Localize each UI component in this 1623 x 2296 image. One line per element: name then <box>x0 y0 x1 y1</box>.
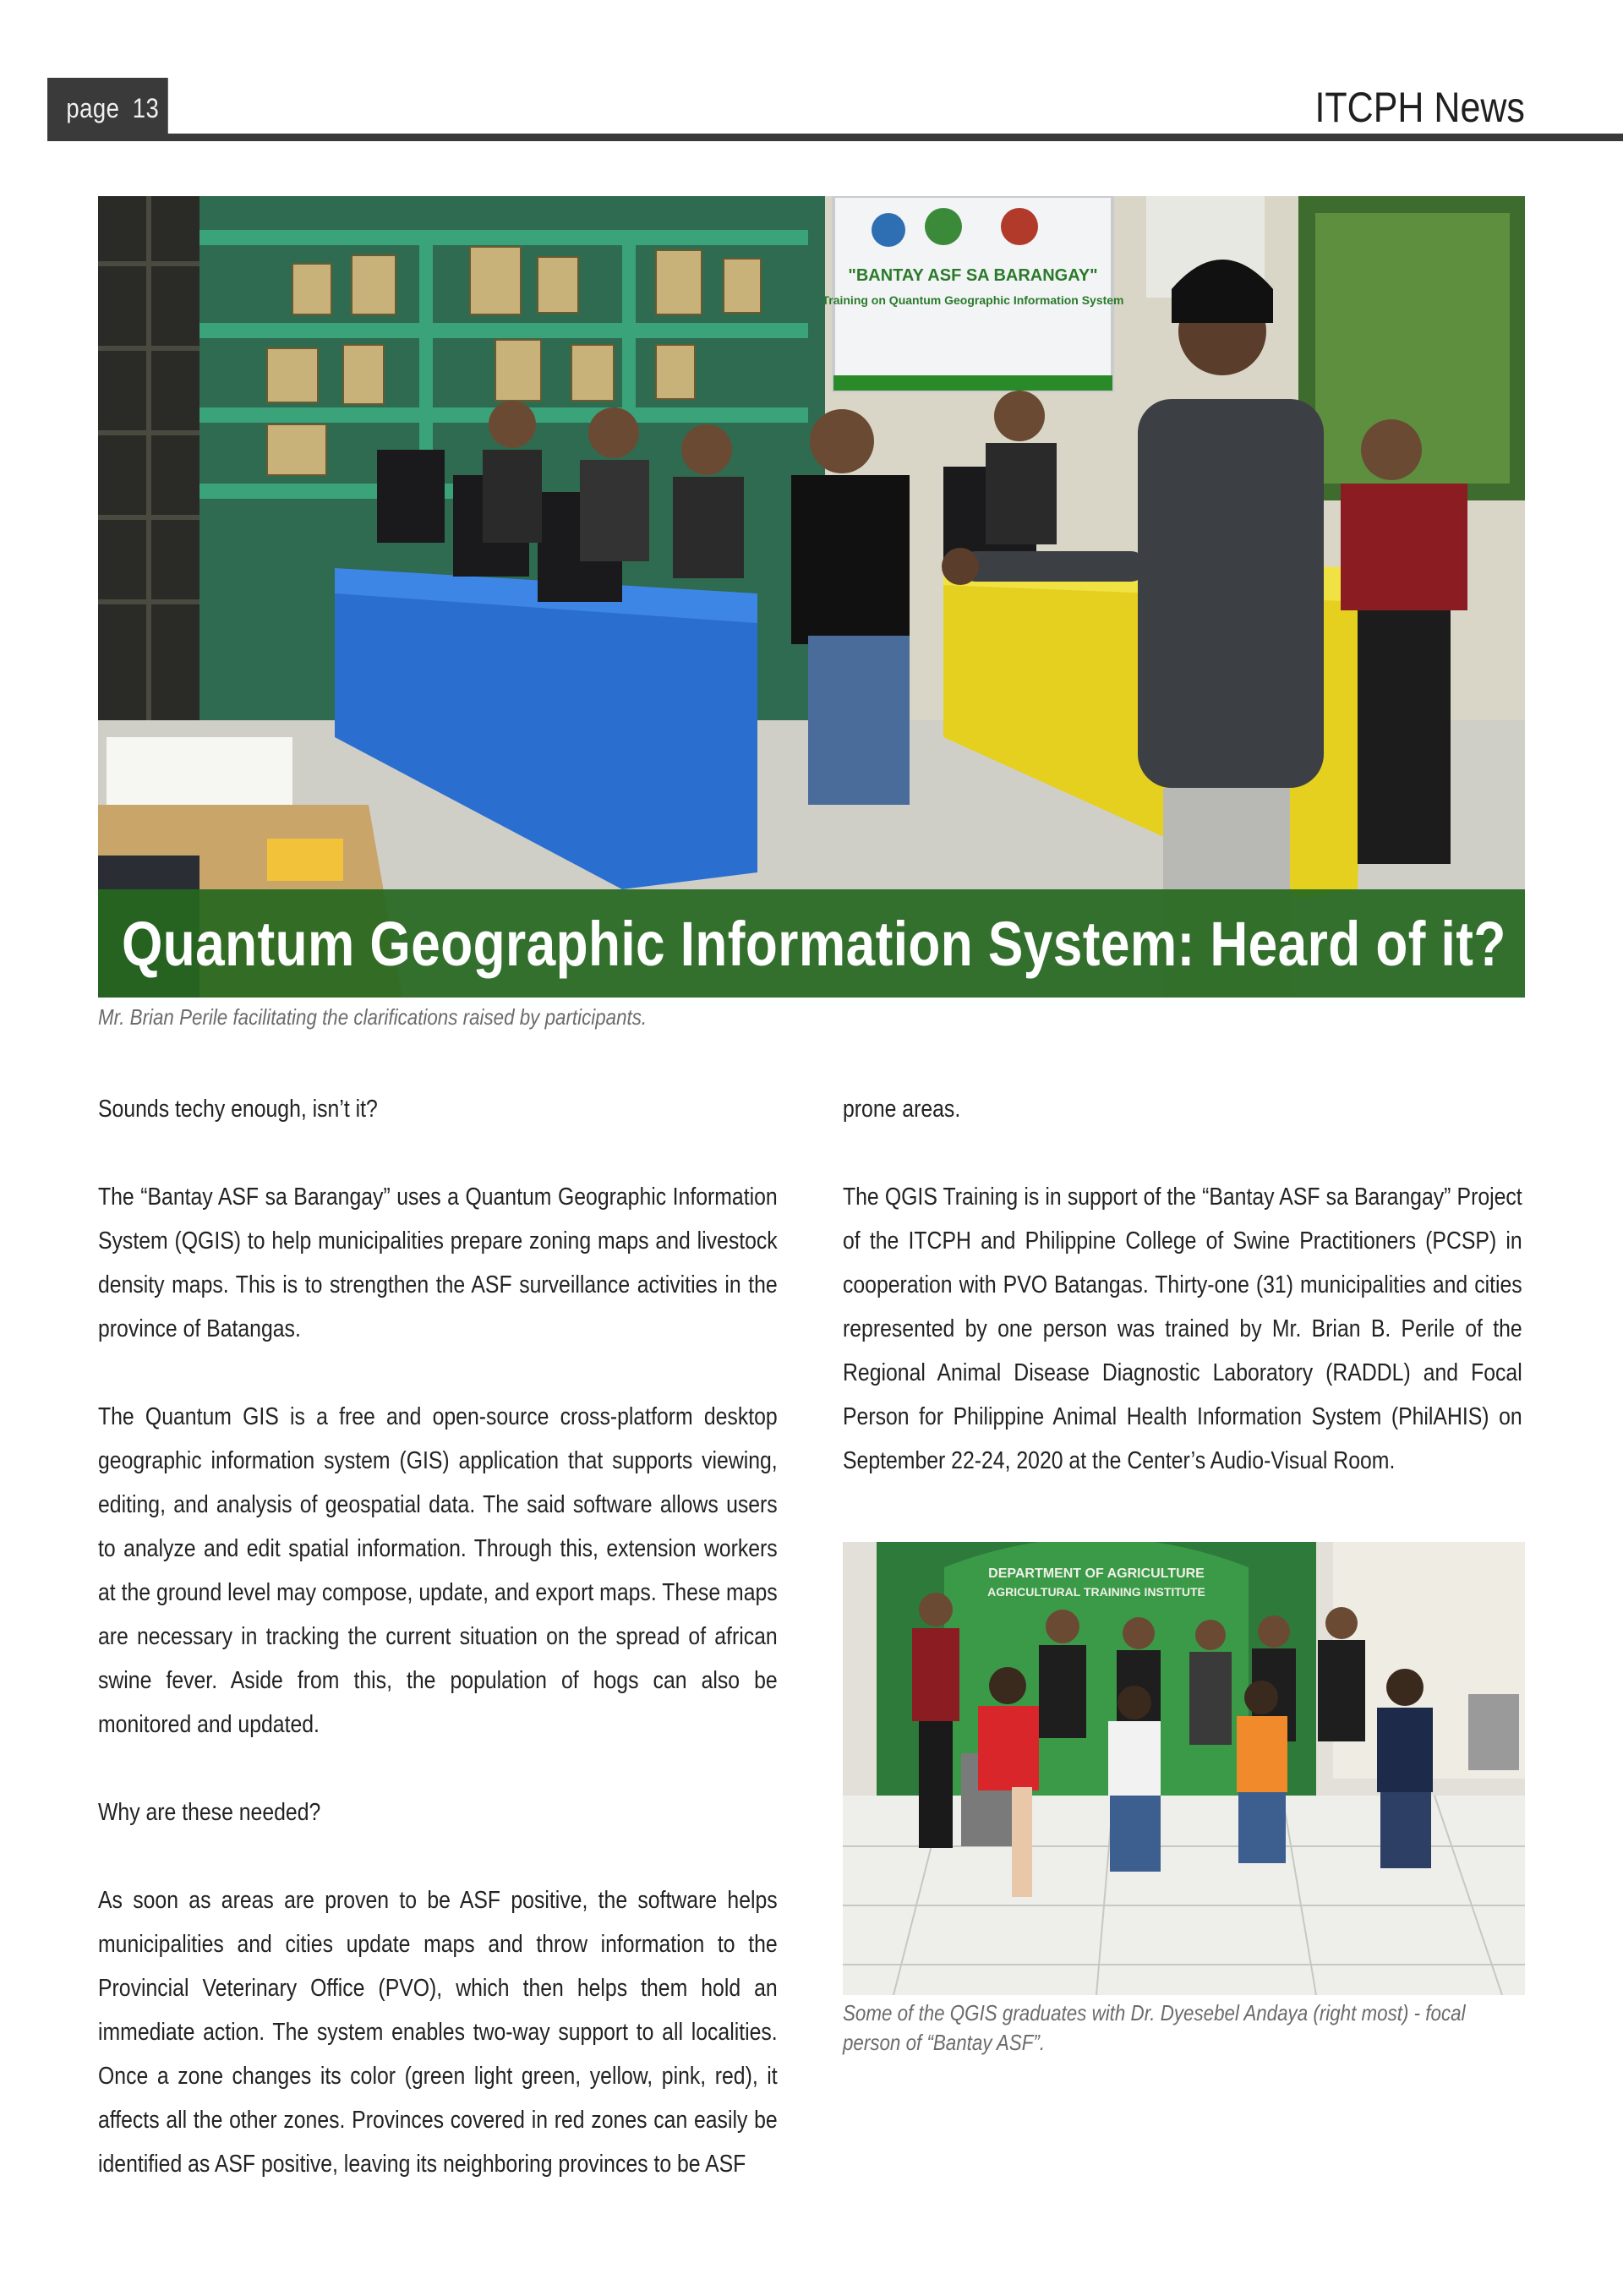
page-number: 13 <box>132 92 160 123</box>
graduates-group-illustration <box>843 1542 1525 1995</box>
banner-subtitle-text: Training on Quantum Geographic Information System <box>822 293 1124 307</box>
banner-title-text: "BANTAY ASF SA BARANGAY" <box>848 266 1098 285</box>
paragraph: The Quantum GIS is a free and open-source cross-platform desktop geographic information system (GIS) application that supports viewing, editing, and analysis of geospatial data. The said software allows users to analyze and edit spatial information. Through this, extension workers at the ground level may compose, update, and export maps. These maps are necessary in tracking the current situation on the spread of african swine fever. Aside from this, the population of hogs can also be monitored and updated. <box>98 1403 778 1738</box>
training-room-illustration <box>98 196 1525 998</box>
paragraph: Sounds techy enough, isn’t it? <box>98 1096 378 1123</box>
hero-photo-caption: Mr. Brian Perile facilitating the clarifications raised by participants. <box>98 1004 648 1030</box>
wall-sign-line1: DEPARTMENT OF AGRICULTURE <box>988 1566 1205 1581</box>
group-photo <box>843 1542 1525 1995</box>
article-column-right <box>843 1087 1522 1527</box>
article-headline: Quantum Geographic Information System: Heard of it? <box>122 908 1506 979</box>
paragraph: The QGIS Training is in support of the “Bantay ASF sa Barangay” Project of the ITCPH and Philippine College of Swine Practitioners (PCSP) in cooperation with PVO Batangas. Thirty-one (31) municipalities and cities represented by one person was trained by Mr. Brian B. Perile of the Regional Animal Disease Diagnostic Laboratory (RADDL) and Focal Person for Philippine Animal Health Information System (PhilAHIS) on September 22-24, 2020 at the Center’s Audio-Visual Room. <box>843 1184 1522 1474</box>
paragraph: The “Bantay ASF sa Barangay” uses a Quantum Geographic Information System (QGIS) to help municipalities prepare zoning maps and livestock density maps. This is to strengthen the ASF surveillance activities in the province of Batangas. <box>98 1184 778 1342</box>
publication-name: ITCPH News <box>1314 84 1525 131</box>
paragraph: Why are these needed? <box>98 1799 321 1826</box>
paragraph: As soon as areas are proven to be ASF positive, the software helps municipalities and cities update maps and throw information to the Provincial Veterinary Office (PVO), which then helps them hold an immediate action. The system enables two-way support to all localities. Once a zone changes its color (green light green, yellow, pink, red), it affects all the other zones. Provinces covered in red zones can easily be identified as ASF positive, leaving its neighboring provinces to be ASF <box>98 1887 778 2178</box>
paragraph: prone areas. <box>843 1096 961 1123</box>
page-label: page <box>66 92 120 123</box>
hero-photo <box>98 196 1525 998</box>
group-photo-caption: Some of the QGIS graduates with Dr. Dyesebel Andaya (right most) - focal person of “Bantay ASF”. <box>843 2000 1466 2055</box>
headline-band <box>98 889 1525 998</box>
page-number-tab <box>47 78 168 139</box>
header-rule <box>47 134 1623 141</box>
article-column-left <box>98 1087 778 2230</box>
wall-sign-line2: AGRICULTURAL TRAINING INSTITUTE <box>987 1585 1205 1599</box>
